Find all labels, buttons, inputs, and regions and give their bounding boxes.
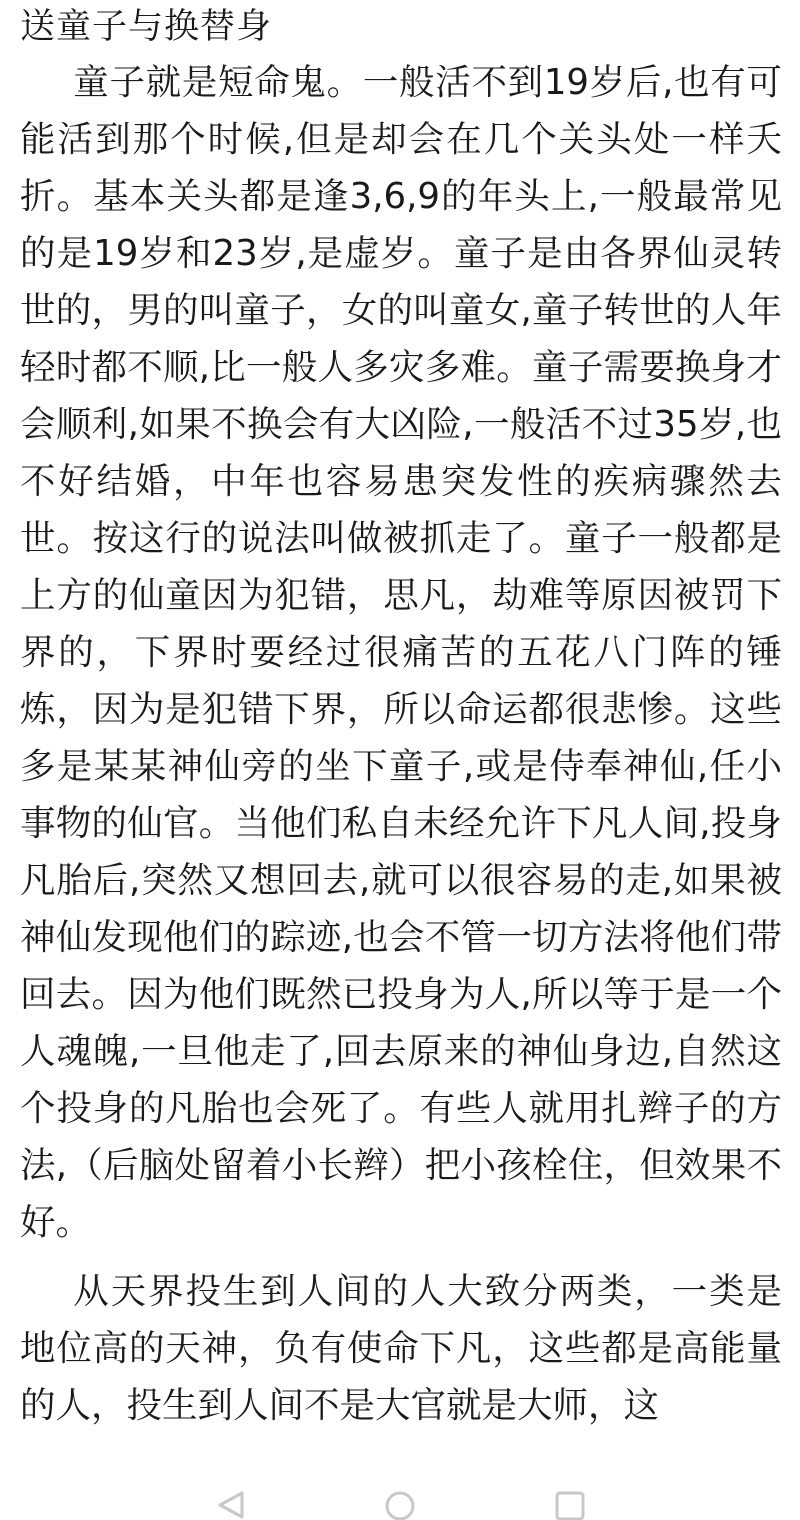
back-triangle-icon[interactable] [210, 1490, 250, 1520]
article-paragraph-1: 童子就是短命鬼。一般活不到19岁后,也有可能活到那个时候,但是却会在几个关头处一样夭折。基本关头都是逢3,6,9的年头上,一般最常见的是19岁和23岁,是虚岁。童子是由各界仙灵转世的，男的叫童子，女的叫童女,童子转世的人年轻时都不顺,比一般人多灾多难。童子需要换身才会顺利,如果不换会有大凶险,一般活不过35岁,也不好结婚，中年也容易患突发性的疾病骤然去世。按这行的说法叫做被抓走了。童子一般都是上方的仙童因为犯错，思凡，劫难等原因被罚下界的，下界时要经过很痛苦的五花八门阵的锤炼，因为是犯错下界，所以命运都很悲惨。这些多是某某神仙旁的坐下童子,或是侍奉神仙,任小事物的仙官。当他们私自未经允许下凡人间,投身凡胎后,突然又想回去,就可以很容易的走,如果被神仙发现他们的踪迹,也会不管一切方法将他们带回去。因为他们既然已投身为人,所以等于是一个人魂魄,一旦他走了,回去原来的神仙身边,自然这个投身的凡胎也会死了。有些人就用扎辫子的方法,（后脑处留着小长辫）把小孩栓住，但效果不好。 [20, 62, 782, 1243]
article-paragraph-2: 从天界投生到人间的人大致分两类，一类是地位高的天神，负有使命下凡，这些都是高能量的人，投生到人间不是大官就是大师，这 [20, 1271, 782, 1426]
article-title: 送童子与换替身 [20, 7, 273, 47]
recent-square-icon[interactable] [550, 1490, 590, 1520]
system-navigation-bar [0, 1478, 800, 1506]
home-circle-icon[interactable] [380, 1490, 420, 1520]
article [20, 0, 782, 1470]
